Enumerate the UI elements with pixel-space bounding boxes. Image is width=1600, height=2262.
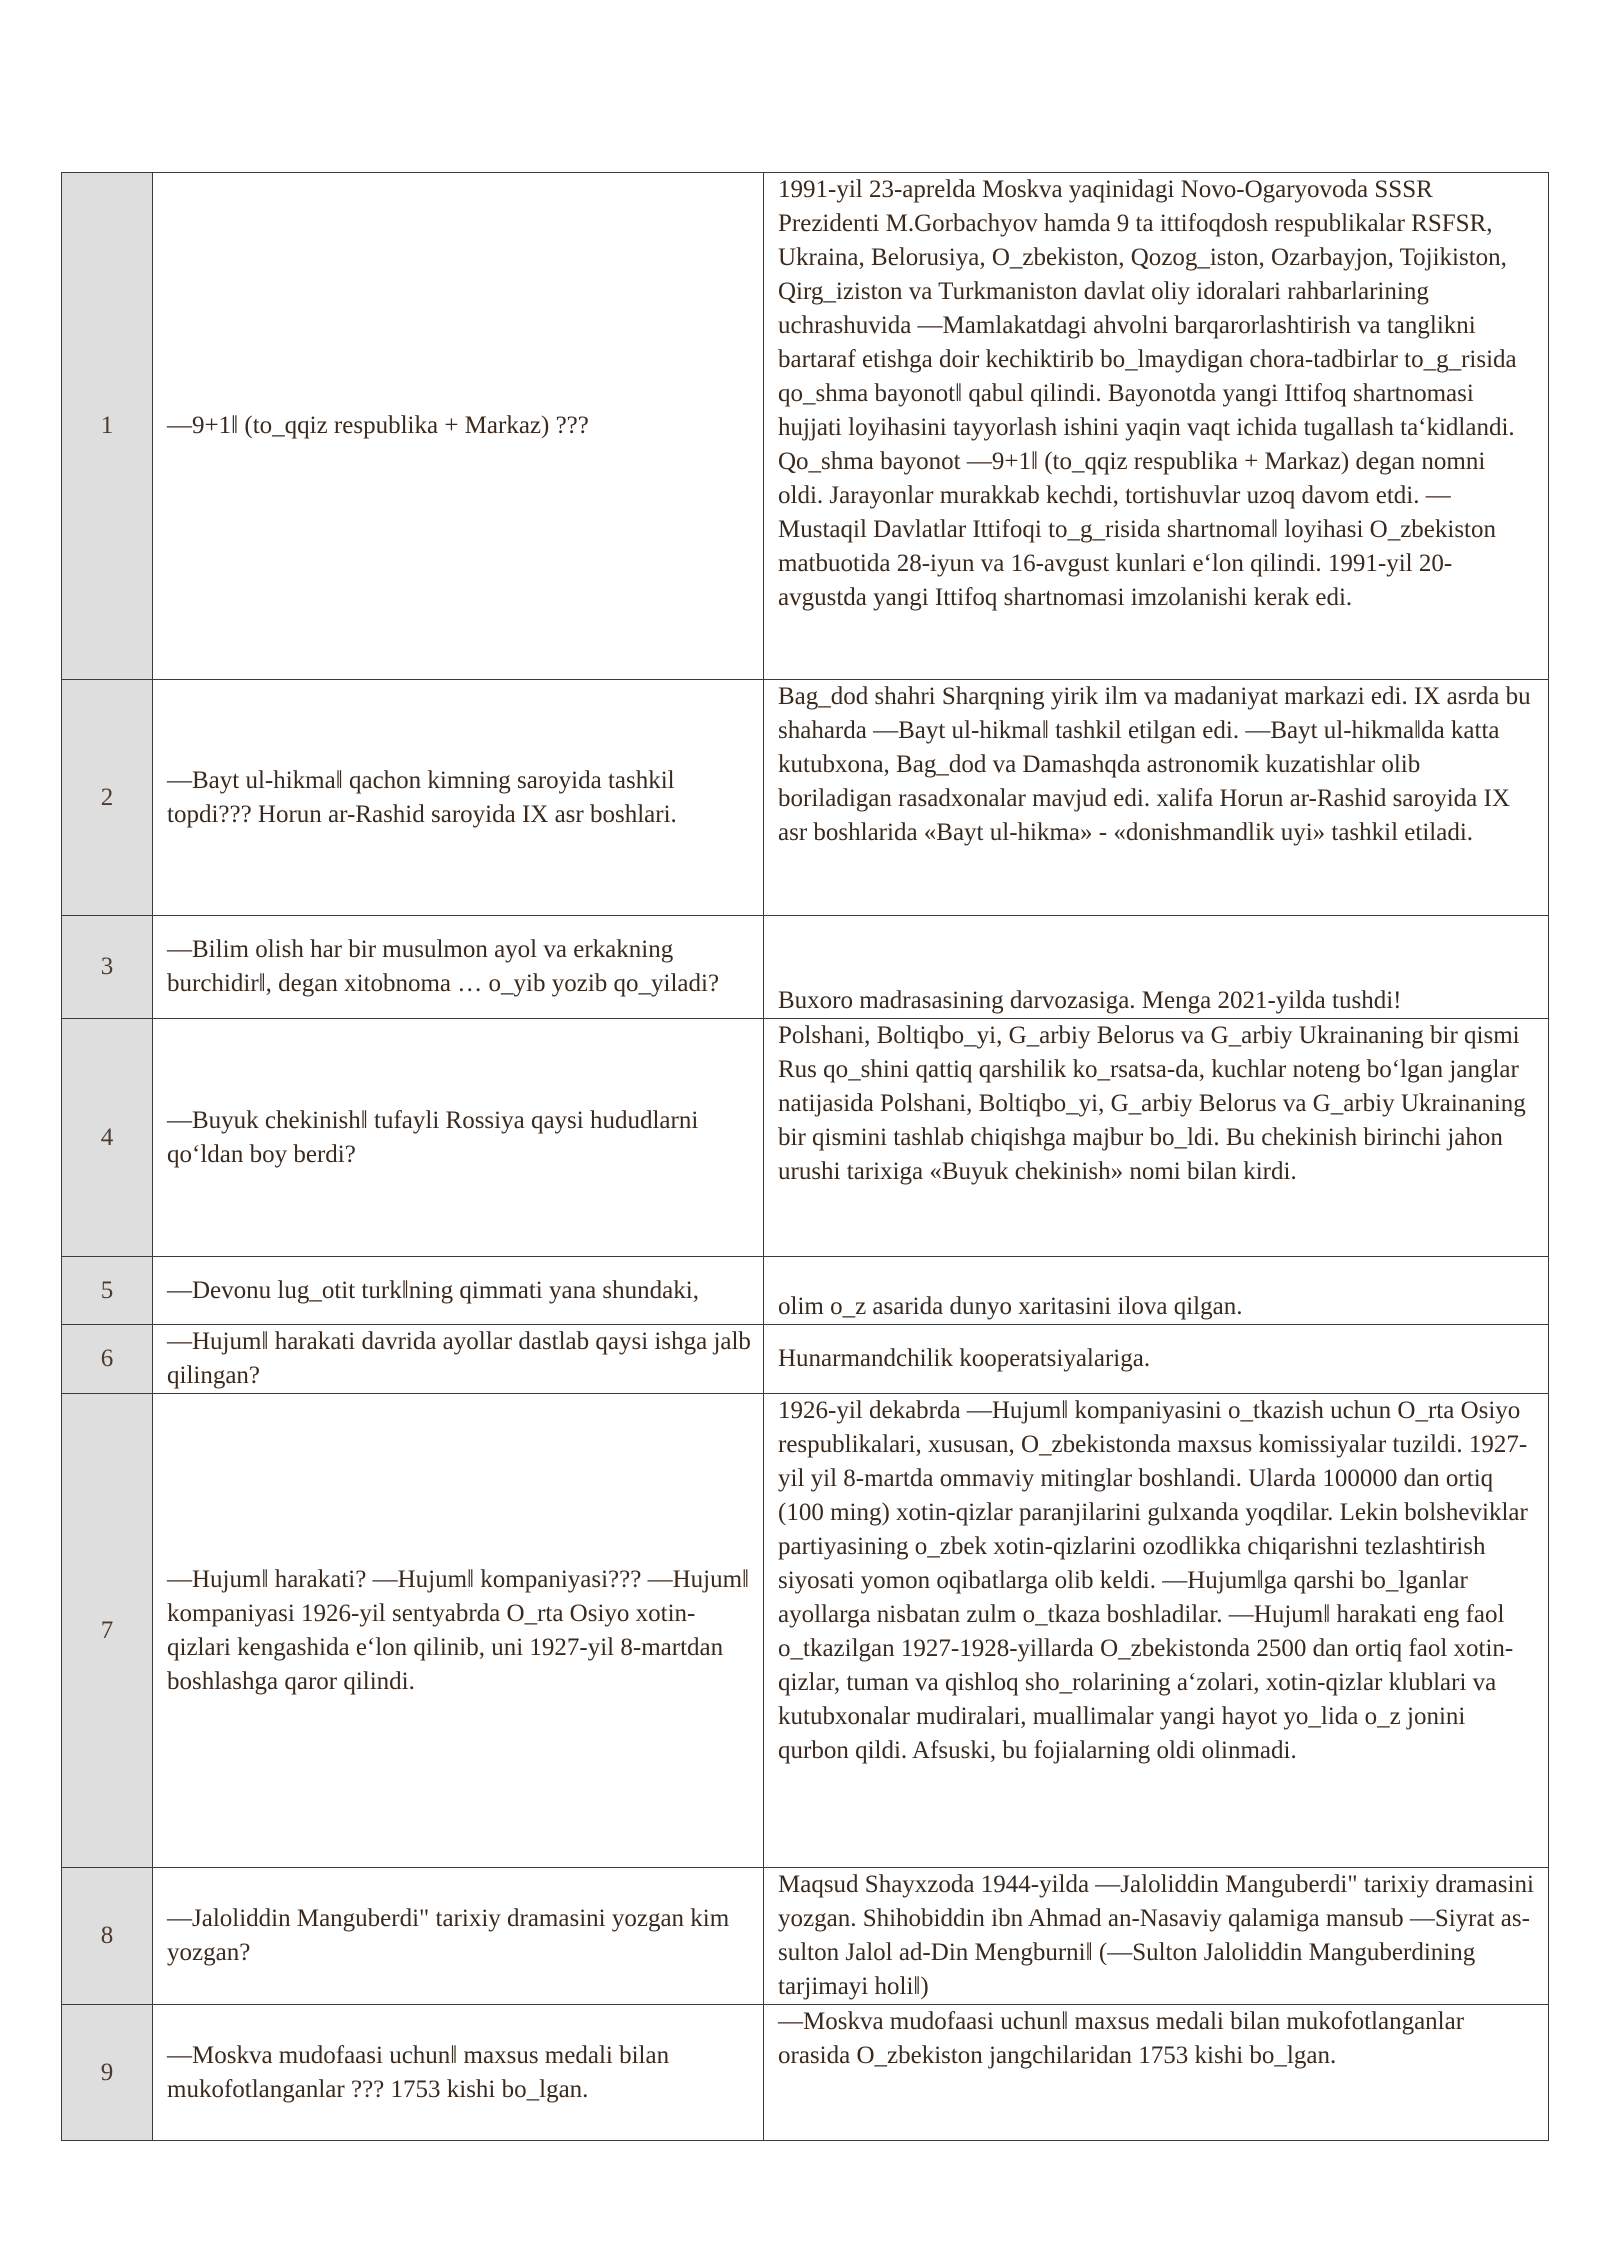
row-number: 5 [62, 1257, 153, 1325]
answer-cell: Bag_dod shahri Sharqning yirik ilm va madaniyat markazi edi. IX asrda bu shaharda —Bayt ul-hikma‖ tashkil etilgan edi. —Bayt ul-hikma‖da katta kutubxona, Bag_dod va Damashqda astronomik kuzatishlar olib boriladigan rasadxonalar mavjud edi. xalifa Horun ar-Rashid saroyida IX asr boshlarida «Bayt ul-hikma» - «donishmandlik uyi» tashkil etiladi. [764, 680, 1549, 916]
question-cell: —Hujum‖ harakati? —Hujum‖ kompaniyasi??? —Hujum‖ kompaniyasi 1926-yil sentyabrda O_rta Osiyo xotin-qizlari kengashida e‘lon qilinib, uni 1927-yil 8-martdan boshlashga qaror qilindi. [153, 1394, 764, 1868]
question-cell: —Moskva mudofaasi uchun‖ maxsus medali bilan mukofotlanganlar ??? 1753 kishi bo_lgan. [153, 2005, 764, 2141]
row-number: 3 [62, 916, 153, 1019]
answer-cell: olim o_z asarida dunyo xaritasini ilova qilgan. [764, 1257, 1549, 1325]
answer-cell: 1991-yil 23-aprelda Moskva yaqinidagi Novo-Ogaryovoda SSSR Prezidenti M.Gorbachyov hamda 9 ta ittifoqdosh respublikalar RSFSR, Ukraina, Belorusiya, O_zbekiston, Qozog_iston, Ozarbayjon, Tojikiston, Qirg_iziston va Turkmaniston davlat oliy idoralari rahbarlarining uchrashuvida —Mamlakatdagi ahvolni barqarorlashtirish va tanglikni bartaraf etishga doir kechiktirib bo_lmaydigan chora-tadbirlar to_g_risida qo_shma bayonot‖ qabul qilindi. Bayonotda yangi Ittifoq shartnomasi hujjati loyihasini tayyorlash ishini yaqin vaqt ichida tugallash taʻkidlandi. Qo_shma bayonot —9+1‖ (to_qqiz respublika + Markaz) degan nomni oldi. Jarayonlar murakkab kechdi, tortishuvlar uzoq davom etdi. —Mustaqil Davlatlar Ittifoqi to_g_risida shartnoma‖ loyihasi O_zbekiston matbuotida 28-iyun va 16-avgust kunlari e‘lon qilindi. 1991-yil 20-avgustda yangi Ittifoq shartnomasi imzolanishi kerak edi. [764, 173, 1549, 680]
row-number: 6 [62, 1325, 153, 1394]
question-cell: —Devonu lug_otit turk‖ning qimmati yana shundaki, [153, 1257, 764, 1325]
row-number: 1 [62, 173, 153, 680]
row-number: 8 [62, 1868, 153, 2005]
question-cell: —Hujum‖ harakati davrida ayollar dastlab qaysi ishga jalb qilingan? [153, 1325, 764, 1394]
question-cell: —Bilim olish har bir musulmon ayol va erkakning burchidir‖, degan xitobnoma … o_yib yozib qo_yiladi? [153, 916, 764, 1019]
answer-cell: 1926-yil dekabrda —Hujum‖ kompaniyasini o_tkazish uchun O_rta Osiyo respublikalari, xususan, O_zbekistonda maxsus komissiyalar tuzildi. 1927-yil yil 8-martda ommaviy mitinglar boshlandi. Ularda 100000 dan ortiq (100 ming) xotin-qizlar paranjilarini gulxanda yoqdilar. Lekin bolsheviklar partiyasining o_zbek xotin-qizlarini ozodlikka chiqarishni tezlashtirish siyosati yomon oqibatlarga olib keldi. —Hujum‖ga qarshi bo_lganlar ayollarga nisbatan zulm o_tkaza boshladilar. —Hujum‖ harakati eng faol o_tkazilgan 1927-1928-yillarda O_zbekistonda 2500 dan ortiq faol xotin-qizlar, tuman va qishloq sho_rolarining a‘zolari, xotin-qizlar klublari va kutubxonalar mudiralari, muallimalar yangi hayot yo_lida o_z jonini qurbon qildi. Afsuski, bu fojialarning oldi olinmadi. [764, 1394, 1549, 1868]
row-number: 9 [62, 2005, 153, 2141]
table-row [62, 1019, 1549, 1257]
row-number: 4 [62, 1019, 153, 1257]
answer-cell: Polshani, Boltiqbo_yi, G_arbiy Belorus va G_arbiy Ukrainaning bir qismi Rus qo_shini qattiq qarshilik ko_rsatsa-da, kuchlar noteng bo‘lgan janglar natijasida Polshani, Boltiqbo_yi, G_arbiy Belorus va G_arbiy Ukrainaning bir qismini tashlab chiqishga majbur bo_ldi. Bu chekinish birinchi jahon urushi tarixiga «Buyuk chekinish» nomi bilan kirdi. [764, 1019, 1549, 1257]
row-number: 2 [62, 680, 153, 916]
table-row [62, 1325, 1549, 1394]
row-number: 7 [62, 1394, 153, 1868]
qa-table [61, 172, 1549, 2141]
answer-cell: Hunarmandchilik kooperatsiyalariga. [764, 1325, 1549, 1394]
table-row [62, 173, 1549, 680]
table-row [62, 1257, 1549, 1325]
answer-cell: Maqsud Shayxzoda 1944-yilda —Jaloliddin Manguberdi" tarixiy dramasini yozgan. Shihobiddin ibn Ahmad an-Nasaviy qalamiga mansub —Siyrat as-sulton Jalol ad-Din Mengburni‖ (—Sulton Jaloliddin Manguberdining tarjimayi holi‖) [764, 1868, 1549, 2005]
table-row [62, 1394, 1549, 1868]
question-cell: —Jaloliddin Manguberdi" tarixiy dramasini yozgan kim yozgan? [153, 1868, 764, 2005]
question-cell: —Buyuk chekinish‖ tufayli Rossiya qaysi hududlarni qo‘ldan boy berdi? [153, 1019, 764, 1257]
question-cell: —Bayt ul-hikma‖ qachon kimning saroyida tashkil topdi??? Horun ar-Rashid saroyida IX asr boshlari. [153, 680, 764, 916]
table-row [62, 916, 1549, 1019]
table-row [62, 2005, 1549, 2141]
answer-cell: —Moskva mudofaasi uchun‖ maxsus medali bilan mukofotlanganlar orasida O_zbekiston jangchilaridan 1753 kishi bo_lgan. [764, 2005, 1549, 2141]
question-cell: —9+1‖ (to_qqiz respublika + Markaz) ??? [153, 173, 764, 680]
table-row [62, 680, 1549, 916]
table-row [62, 1868, 1549, 2005]
answer-cell: Buxoro madrasasining darvozasiga. Menga 2021-yilda tushdi! [764, 916, 1549, 1019]
